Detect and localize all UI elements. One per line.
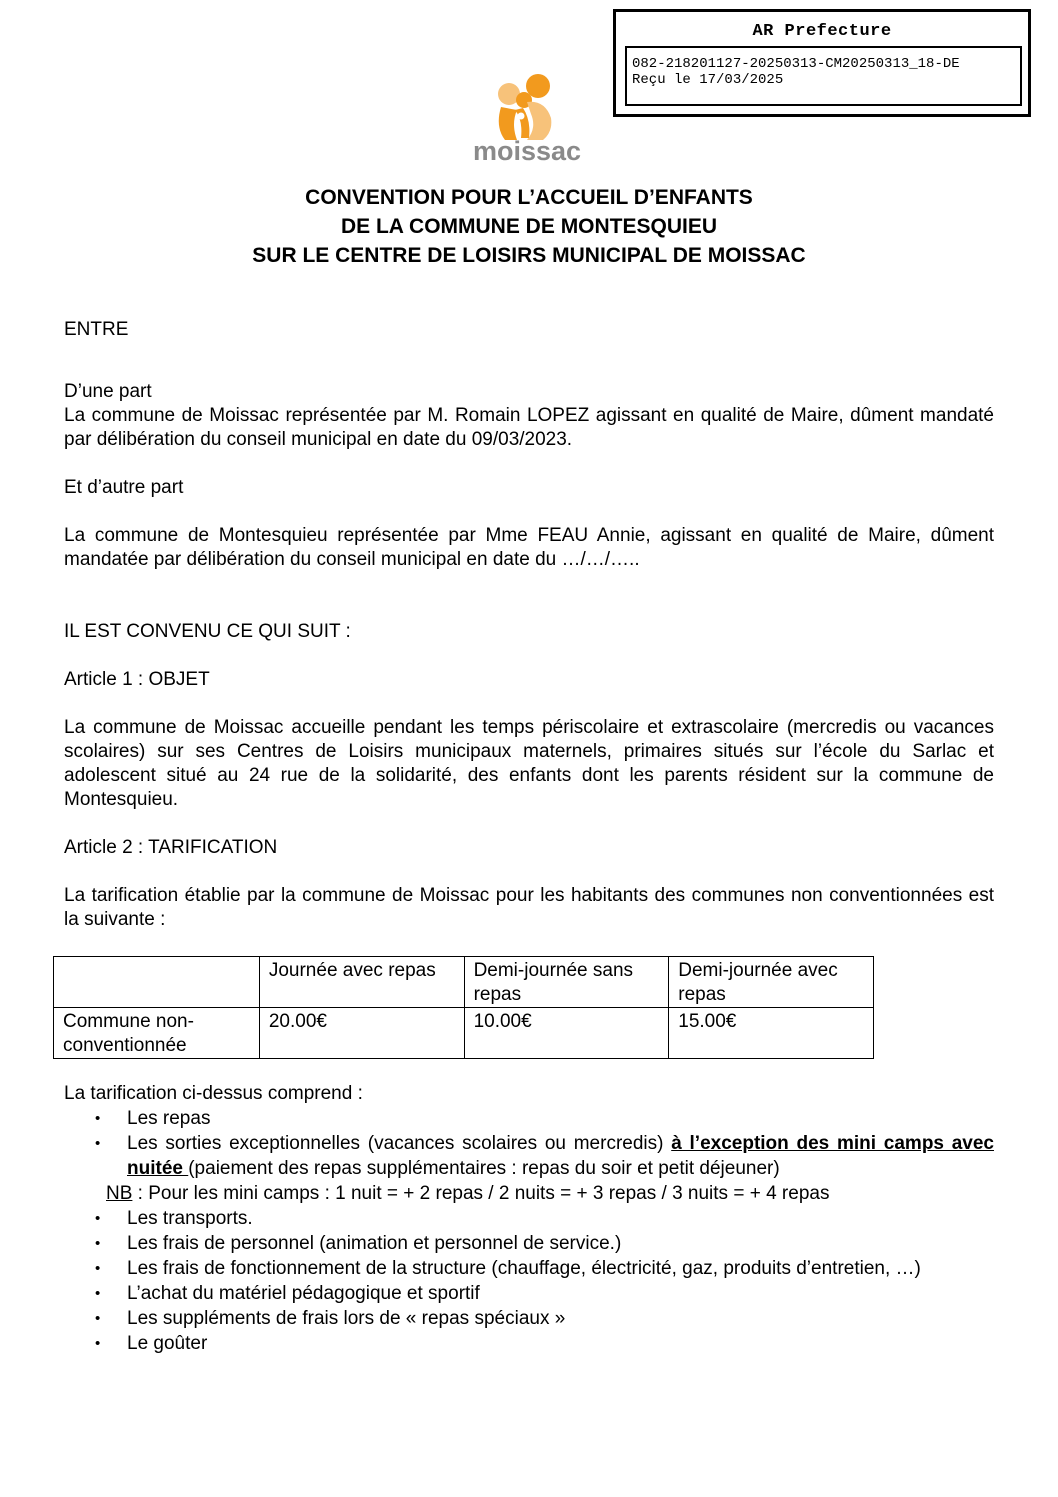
part1-label: D’une part — [64, 381, 152, 402]
logo-figures-icon — [498, 74, 551, 140]
article2-text: La tarification établie par la commune de Moissac pour les habitants des communes non conventionnées est la suivante : — [64, 885, 994, 930]
list-item — [64, 1106, 994, 1131]
list-item — [64, 1231, 994, 1256]
list-item-text: (paiement des repas supplémentaires : repas du soir et petit déjeuner) — [188, 1158, 780, 1179]
title-line-1: CONVENTION POUR L’ACCUEIL D’ENFANTS — [305, 186, 753, 209]
article1-text: La commune de Moissac accueille pendant les temps périscolaire et extrascolaire (mercredis ou vacances scolaires) sur ses Centres de Loisirs municipaux maternels, primaires situés sur l’école du Sarlac et adolescent situé au 24 rue de la solidarité, des enfants dont les parents résident sur la commune de Montesquieu. — [64, 717, 994, 810]
list-item-text: Les repas — [127, 1108, 211, 1129]
list-item — [64, 1281, 994, 1306]
table-cell: 10.00€ — [464, 1008, 669, 1059]
title-line-2: DE LA COMMUNE DE MONTESQUIEU — [340, 215, 718, 238]
title-line-3: SUR LE CENTRE DE LOISIRS MUNICIPAL DE MOISSAC — [252, 244, 806, 267]
list-item-emphasis: à l’exception des mini camps avec nuitée — [127, 1133, 994, 1179]
bullet-icon: • — [95, 1310, 101, 1327]
nb-text: : Pour les mini camps : 1 nuit = + 2 repas / 2 nuits = + 3 repas / 3 nuits = + 4 repas — [132, 1183, 830, 1204]
tariff-table — [53, 956, 874, 1059]
stamp-reference: 082-218201127-20250313-CM20250313_18-DE — [632, 56, 960, 72]
prefecture-stamp — [613, 9, 1031, 117]
document-title — [0, 183, 1058, 270]
list-item-text: Les frais de personnel (animation et personnel de service.) — [127, 1233, 622, 1254]
table-cell: Commune non-conventionnée — [54, 1008, 260, 1059]
inclusions-intro: La tarification ci-dessus comprend : — [64, 1083, 363, 1104]
bullet-icon: • — [95, 1285, 101, 1302]
list-item-text: Les frais de fonctionnement de la structure (chauffage, électricité, gaz, produits d’entretien, …) — [127, 1258, 921, 1279]
inclusions-section — [64, 1081, 994, 1356]
bullet-icon: • — [95, 1210, 101, 1227]
list-item — [64, 1206, 994, 1231]
table-header-cell: Demi-journée avec repas — [669, 957, 874, 1008]
list-item — [64, 1331, 994, 1356]
bullet-icon: • — [95, 1335, 101, 1352]
table-row — [54, 1008, 874, 1059]
article2-title: Article 2 : TARIFICATION — [64, 837, 278, 858]
table-cell: 20.00€ — [259, 1008, 464, 1059]
bullet-icon: • — [95, 1260, 101, 1277]
bullet-icon: • — [95, 1235, 101, 1252]
part2-text: La commune de Montesquieu représentée par Mme FEAU Annie, agissant en qualité de Maire, dûment mandatée par délibération du conseil municipal en date du …/…/….. — [64, 525, 994, 570]
stamp-title: AR Prefecture — [752, 22, 892, 41]
logo-text: moissac — [472, 136, 582, 166]
list-item-text: Les transports. — [127, 1208, 253, 1229]
document-body — [64, 318, 994, 932]
list-item — [64, 1131, 994, 1181]
nb-note — [64, 1181, 994, 1206]
entre-label: ENTRE — [64, 319, 129, 340]
inclusions-list — [64, 1106, 994, 1181]
part2-label: Et d’autre part — [64, 477, 184, 498]
list-item — [64, 1306, 994, 1331]
table-header-cell: Journée avec repas — [259, 957, 464, 1008]
list-item-text: Le goûter — [127, 1333, 208, 1354]
nb-label: NB — [106, 1183, 133, 1204]
list-item-text: Les suppléments de frais lors de « repas spéciaux » — [127, 1308, 566, 1329]
article1-title: Article 1 : OBJET — [64, 669, 210, 690]
bullet-icon: • — [95, 1110, 101, 1127]
table-header-cell: Demi-journée sans repas — [464, 957, 669, 1008]
moissac-logo — [465, 72, 591, 172]
table-cell: 15.00€ — [669, 1008, 874, 1059]
inclusions-list-continued — [64, 1206, 994, 1356]
list-item-text: L’achat du matériel pédagogique et sportif — [127, 1283, 480, 1304]
table-header-row — [54, 957, 874, 1008]
stamp-reference-box — [625, 46, 1022, 106]
bullet-icon: • — [95, 1135, 101, 1152]
stamp-received-date: Reçu le 17/03/2025 — [632, 72, 784, 88]
list-item — [64, 1256, 994, 1281]
list-item-text: Les sorties exceptionnelles (vacances scolaires ou mercredis) — [127, 1133, 672, 1154]
table-header-cell — [54, 957, 260, 1008]
convenu-heading: IL EST CONVENU CE QUI SUIT : — [64, 621, 351, 642]
part1-text: La commune de Moissac représentée par M. Romain LOPEZ agissant en qualité de Maire, dûment mandaté par délibération du conseil municipal en date du 09/03/2023. — [64, 405, 994, 450]
